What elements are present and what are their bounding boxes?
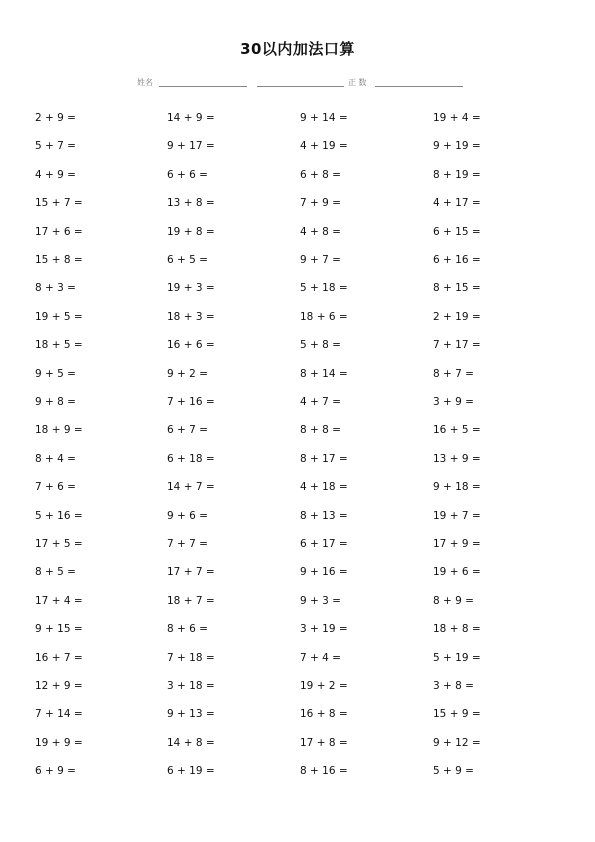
problem-item: 16 + 5 =	[433, 424, 481, 437]
problem-item: 6 + 17 =	[300, 538, 348, 550]
problem-item: 19 + 3 =	[167, 282, 215, 295]
problem-item: 4 + 18 =	[300, 481, 348, 494]
problem-item: 7 + 9 =	[300, 197, 341, 210]
problem-item: 19 + 7 =	[433, 509, 481, 522]
problem-item: 9 + 12 =	[433, 736, 481, 749]
problem-item: 6 + 19 =	[167, 765, 215, 778]
problem-item: 3 + 19 =	[300, 623, 348, 636]
problem-item: 8 + 15 =	[433, 282, 481, 295]
problem-item: 19 + 6 =	[433, 566, 481, 579]
problem-item: 9 + 15 =	[35, 623, 83, 636]
problem-item: 19 + 8 =	[167, 225, 215, 238]
problem-item: 17 + 8 =	[300, 736, 348, 749]
name-label: 姓名	[137, 78, 153, 87]
problem-item: 7 + 17 =	[433, 339, 481, 352]
problem-item: 14 + 7 =	[167, 481, 215, 494]
problem-item: 17 + 7 =	[167, 566, 215, 579]
problem-item: 17 + 4 =	[35, 594, 83, 607]
problem-item: 8 + 6 =	[167, 623, 208, 636]
problem-item: 5 + 16 =	[35, 509, 83, 522]
problem-item: 18 + 9 =	[35, 424, 83, 437]
name-input-line[interactable]	[159, 86, 247, 87]
problem-item: 9 + 8 =	[35, 396, 76, 408]
problem-item: 8 + 3 =	[35, 282, 76, 295]
problem-item: 12 + 9 =	[35, 680, 83, 692]
problem-item: 3 + 18 =	[167, 680, 215, 692]
problem-item: 8 + 9 =	[433, 594, 474, 607]
problem-item: 8 + 8 =	[300, 424, 341, 437]
problem-item: 13 + 9 =	[433, 452, 481, 465]
problem-item: 4 + 17 =	[433, 197, 481, 210]
correct-count-input-line[interactable]	[375, 86, 463, 87]
problem-item: 18 + 5 =	[35, 339, 83, 352]
problem-item: 3 + 8 =	[433, 680, 474, 692]
problem-item: 17 + 6 =	[35, 225, 83, 238]
problem-item: 7 + 7 =	[167, 538, 208, 550]
problem-item: 17 + 9 =	[433, 538, 481, 550]
problem-item: 9 + 18 =	[433, 481, 481, 494]
problem-item: 16 + 7 =	[35, 651, 83, 664]
problem-item: 9 + 7 =	[300, 254, 341, 266]
problem-item: 18 + 7 =	[167, 594, 215, 607]
problem-item: 5 + 7 =	[35, 140, 76, 153]
problem-item: 16 + 8 =	[300, 708, 348, 721]
problem-item: 2 + 9 =	[35, 112, 76, 124]
problem-item: 5 + 8 =	[300, 339, 341, 352]
problem-item: 4 + 7 =	[300, 396, 341, 408]
problem-item: 8 + 14 =	[300, 367, 348, 380]
problem-item: 14 + 8 =	[167, 736, 215, 749]
problem-item: 6 + 7 =	[167, 424, 208, 437]
problem-item: 9 + 2 =	[167, 367, 208, 380]
problem-item: 8 + 5 =	[35, 566, 76, 579]
problem-item: 8 + 4 =	[35, 452, 76, 465]
problem-item: 19 + 2 =	[300, 680, 348, 692]
problem-item: 6 + 16 =	[433, 254, 481, 266]
problem-item: 3 + 9 =	[433, 396, 474, 408]
blank-input-line[interactable]	[257, 86, 344, 87]
problem-item: 19 + 9 =	[35, 736, 83, 749]
problem-item: 9 + 3 =	[300, 594, 341, 607]
problem-item: 18 + 8 =	[433, 623, 481, 636]
problem-item: 9 + 5 =	[35, 367, 76, 380]
problem-item: 15 + 8 =	[35, 254, 83, 266]
problem-item: 6 + 8 =	[300, 168, 341, 181]
correct-count-label: 正 数	[348, 78, 367, 87]
problem-grid	[0, 106, 595, 796]
problem-item: 8 + 19 =	[433, 168, 481, 181]
problem-item: 7 + 6 =	[35, 481, 76, 494]
problem-item: 14 + 9 =	[167, 112, 215, 124]
problem-item: 19 + 4 =	[433, 112, 481, 124]
problem-item: 15 + 9 =	[433, 708, 481, 721]
problem-item: 5 + 18 =	[300, 282, 348, 295]
problem-item: 9 + 13 =	[167, 708, 215, 721]
problem-item: 8 + 17 =	[300, 452, 348, 465]
problem-item: 2 + 19 =	[433, 310, 481, 323]
page-title: 30以内加法口算	[240, 40, 355, 58]
problem-item: 8 + 7 =	[433, 367, 474, 380]
problem-item: 4 + 8 =	[300, 225, 341, 238]
problem-item: 5 + 9 =	[433, 765, 474, 778]
student-info-row	[0, 76, 595, 90]
problem-item: 9 + 6 =	[167, 509, 208, 522]
problem-item: 6 + 6 =	[167, 168, 208, 181]
problem-item: 13 + 8 =	[167, 197, 215, 210]
problem-item: 5 + 19 =	[433, 651, 481, 664]
problem-item: 6 + 18 =	[167, 452, 215, 465]
problem-item: 9 + 16 =	[300, 566, 348, 579]
problem-item: 4 + 9 =	[35, 168, 76, 181]
problem-item: 4 + 19 =	[300, 140, 348, 153]
problem-item: 8 + 13 =	[300, 509, 348, 522]
problem-item: 6 + 5 =	[167, 254, 208, 266]
problem-item: 9 + 19 =	[433, 140, 481, 153]
problem-item: 7 + 14 =	[35, 708, 83, 721]
problem-item: 9 + 17 =	[167, 140, 215, 153]
problem-item: 17 + 5 =	[35, 538, 83, 550]
problem-item: 6 + 15 =	[433, 225, 481, 238]
problem-item: 16 + 6 =	[167, 339, 215, 352]
problem-item: 8 + 16 =	[300, 765, 348, 778]
problem-item: 9 + 14 =	[300, 112, 348, 124]
problem-item: 15 + 7 =	[35, 197, 83, 210]
problem-item: 18 + 6 =	[300, 310, 348, 323]
problem-item: 6 + 9 =	[35, 765, 76, 778]
problem-item: 7 + 18 =	[167, 651, 215, 664]
problem-item: 7 + 4 =	[300, 651, 341, 664]
problem-item: 7 + 16 =	[167, 396, 215, 408]
problem-item: 18 + 3 =	[167, 310, 215, 323]
problem-item: 19 + 5 =	[35, 310, 83, 323]
